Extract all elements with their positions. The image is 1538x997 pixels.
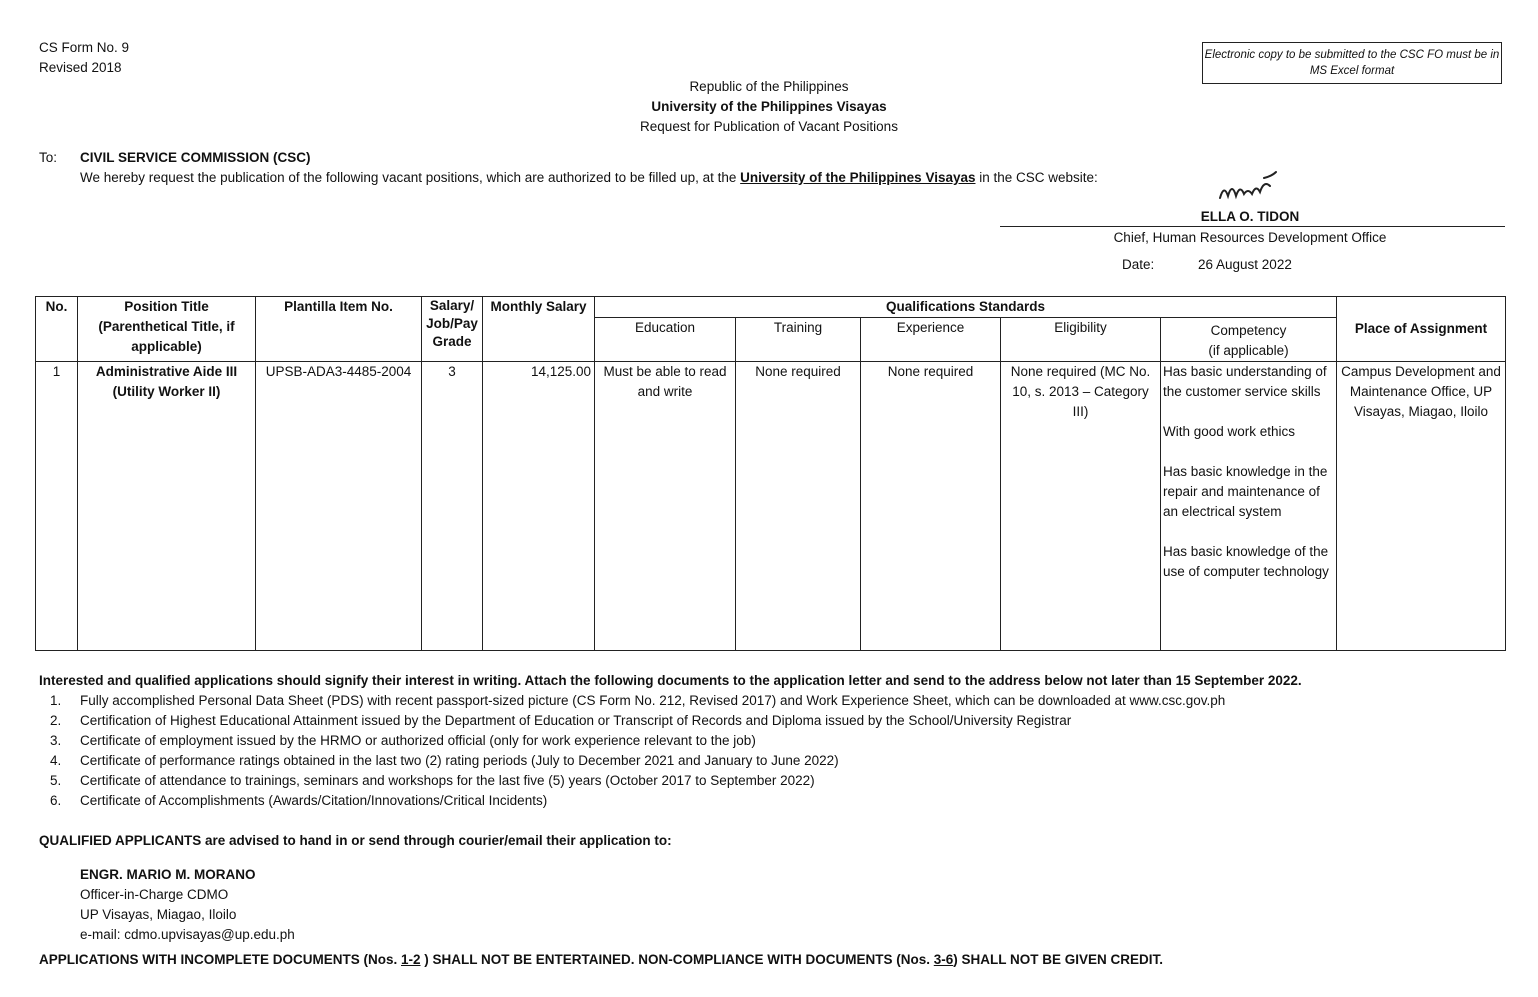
cell-monthly-salary: 14,125.00 (483, 362, 595, 651)
form-number-block (39, 38, 129, 78)
header-experience: Experience (861, 318, 1001, 362)
competency-item: With good work ethics (1163, 424, 1296, 439)
electronic-copy-note: Electronic copy to be submitted to the CSC FO must be in MS Excel format (1202, 42, 1502, 84)
requirements-list (50, 691, 1225, 811)
cell-salary-grade: 3 (422, 362, 483, 651)
competency-item: Has basic knowledge in the repair and maintenance of an electrical system (1163, 464, 1328, 519)
list-item (50, 771, 1225, 791)
closing-part-2: ) SHALL NOT BE ENTERTAINED. NON-COMPLIANCE WITH DOCUMENTS (Nos. (420, 952, 934, 967)
agency-name: University of the Philippines Visayas (651, 99, 887, 114)
header-place: Place of Assignment (1337, 297, 1506, 362)
list-item-text: Certification of Highest Educational Attainment issued by the Department of Education or Transcript of Records and Diploma issued by the School/University Registrar (80, 713, 1072, 728)
closing-notice (39, 951, 1163, 969)
document-header (0, 77, 1538, 137)
republic-line: Republic of the Philippines (689, 79, 849, 94)
table-header-row (36, 297, 1506, 318)
header-position-title (78, 297, 256, 362)
contact-email: e-mail: cdmo.upvisayas@up.edu.ph (80, 927, 295, 942)
header-competency-sub: (if applicable) (1208, 343, 1289, 358)
list-item (50, 791, 1225, 811)
header-plantilla: Plantilla Item No. (256, 297, 422, 362)
contact-address: UP Visayas, Miagao, Iloilo (80, 907, 237, 922)
header-qualifications: Qualifications Standards (595, 297, 1337, 318)
header-position-title-main: Position Title (124, 299, 209, 314)
header-position-title-sub: (Parenthetical Title, if applicable) (98, 319, 235, 354)
contact-name: ENGR. MARIO M. MORANO (80, 867, 256, 882)
list-item-text: Certificate of Accomplishments (Awards/Citation/Innovations/Critical Incidents) (80, 793, 548, 808)
list-item-text: Fully accomplished Personal Data Sheet (PDS) with recent passport-sized picture (CS Form No. 212, Revised 2017) and Work Experience Sheet, which can be downloaded at www.csc.gov.ph (80, 693, 1226, 708)
list-item-number: 4. (50, 753, 62, 768)
table-row (36, 362, 1506, 651)
request-agency: University of the Philippines Visayas (740, 170, 976, 185)
header-monthly-salary: Monthly Salary (483, 297, 595, 362)
addressee: CIVIL SERVICE COMMISSION (CSC) (80, 150, 311, 165)
contact-title: Officer-in-Charge CDMO (80, 887, 229, 902)
cell-plantilla: UPSB-ADA3-4485-2004 (256, 362, 422, 651)
list-item-number: 1. (50, 693, 62, 708)
signatory-title: Chief, Human Resources Development Office (1113, 230, 1387, 245)
form-revision: Revised 2018 (39, 60, 122, 75)
list-item (50, 751, 1225, 771)
list-item (50, 711, 1225, 731)
request-text-post: in the CSC website: (975, 170, 1098, 185)
list-item-number: 2. (50, 713, 62, 728)
request-statement (80, 169, 1098, 187)
list-item-text: Certificate of employment issued by the HRMO or authorized official (only for work experience relevant to the job) (80, 733, 756, 748)
cell-position-title (78, 362, 256, 651)
cell-education: Must be able to read and write (595, 362, 736, 651)
closing-part-1: APPLICATIONS WITH INCOMPLETE DOCUMENTS (Nos. (39, 952, 401, 967)
signature-mark (1214, 170, 1284, 206)
list-item (50, 691, 1225, 711)
header-competency-main: Competency (1210, 323, 1287, 338)
header-no: No. (36, 297, 78, 362)
application-instructions: Interested and qualified applications should signify their interest in writing. Attach the following documents to the application letter and send to the address below not later than 15 September 2022. (39, 673, 1302, 688)
header-education: Education (595, 318, 736, 362)
applicant-advice: QUALIFIED APPLICANTS are advised to hand in or send through courier/email their application to: (39, 833, 672, 848)
closing-part-3: ) SHALL NOT BE GIVEN CREDIT. (953, 952, 1164, 967)
list-item-number: 6. (50, 793, 62, 808)
document-subject: Request for Publication of Vacant Positions (640, 119, 898, 134)
position-title: Administrative Aide III (95, 364, 238, 379)
competency-item: Has basic knowledge of the use of computer technology (1163, 544, 1329, 579)
list-item-text: Certificate of attendance to trainings, seminars and workshops for the last five (5) years (October 2017 to September 2022) (80, 773, 815, 788)
parenthetical-title: (Utility Worker II) (112, 384, 221, 399)
competency-item: Has basic understanding of the customer service skills (1163, 364, 1327, 399)
list-item-number: 3. (50, 733, 62, 748)
signature-line (1000, 226, 1505, 227)
date-value: 26 August 2022 (1198, 257, 1292, 272)
cell-experience: None required (861, 362, 1001, 651)
contact-block (80, 865, 295, 945)
header-competency (1161, 318, 1337, 362)
to-label: To: (39, 150, 58, 165)
list-item-text: Certificate of performance ratings obtained in the last two (2) rating periods (July to December 2021 and January to June 2022) (80, 753, 839, 768)
list-item (50, 731, 1225, 751)
signatory-name: ELLA O. TIDON (1200, 209, 1300, 224)
date-label: Date: (1122, 257, 1155, 272)
list-item-number: 5. (50, 773, 62, 788)
closing-range-2: 3-6 (933, 952, 954, 967)
request-text-pre: We hereby request the publication of the following vacant positions, which are authorized to be filled up, at the (80, 170, 741, 185)
header-training: Training (736, 318, 861, 362)
form-number: CS Form No. 9 (39, 40, 130, 55)
cell-competency (1161, 362, 1337, 651)
cell-eligibility: None required (MC No. 10, s. 2013 – Category III) (1001, 362, 1161, 651)
vacancy-table (35, 296, 1506, 651)
header-eligibility: Eligibility (1001, 318, 1161, 362)
cell-no: 1 (36, 362, 78, 651)
header-salary-grade: Salary/ Job/Pay Grade (422, 297, 483, 362)
cell-training: None required (736, 362, 861, 651)
closing-range-1: 1-2 (401, 952, 421, 967)
cell-place: Campus Development and Maintenance Office, UP Visayas, Miagao, Iloilo (1337, 362, 1506, 651)
